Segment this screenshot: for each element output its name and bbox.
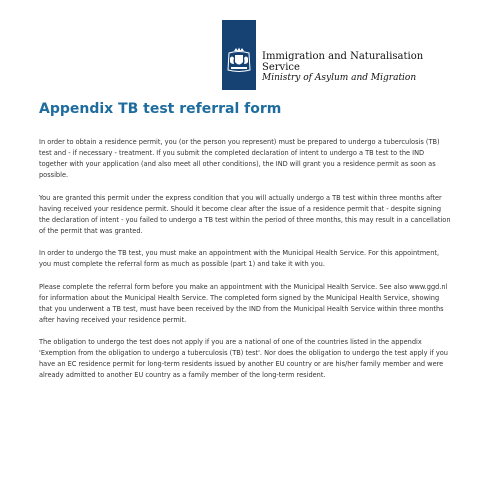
agency-name-line1: Immigration and Naturalisation bbox=[262, 51, 424, 62]
paragraph-residence-permit-requirement: In order to obtain a residence permit, you (or the person you represent) must be prepared to undergo a tuberculosis (TB) test and - if necessary - treatment. If you submit the completed declaration of intent to undergo a TB test to the IND together with your application (and also meet all other conditions), the IND will grant you a residence permit as soon as possible. bbox=[39, 138, 440, 179]
royal-coat-of-arms-icon bbox=[225, 46, 253, 74]
document-body bbox=[39, 137, 451, 393]
agency-name bbox=[262, 51, 423, 84]
document-header bbox=[0, 0, 480, 100]
paragraph-referral-form: Please complete the referral form before you make an appointment with the Municipal Health Service. See also www.ggd.nl for information about the Municipal Health Service. The completed form signed by the Municipal Health Service, showing that you underwent a TB test, must have been received by the IND from the Municipal Health Service within three months after having received your residence permit. bbox=[39, 282, 448, 324]
agency-name-line2: Service bbox=[262, 62, 300, 73]
government-logo bbox=[222, 20, 256, 90]
ministry-name: Ministry of Asylum and Migration bbox=[262, 73, 417, 83]
paragraph-permit-condition: You are granted this permit under the express condition that you will actually undergo a TB test within three months after having received your residence permit. Should it become clear after the issue of a residence permit that - despite signing the declaration of intent - you failed to undergo a TB test within the period of three months, this may result in a cancellation of the permit that was granted. bbox=[39, 193, 451, 235]
page-title: Appendix TB test referral form bbox=[39, 101, 282, 117]
paragraph-appointment: In order to undergo the TB test, you must make an appointment with the Municipal Health Service. For this appointment, you must complete the referral form as much as possible (part 1) and take it with you. bbox=[39, 249, 440, 268]
paragraph-exemption: The obligation to undergo the test does not apply if you are a national of one of the countries listed in the appendix 'Exemption from the obligation to undergo a tuberculosis (TB) test'. Nor does the obligation to undergo the test apply if you have an EC residence permit for long-term residents issued by another EU country or are his/her family member and were already admitted to another EU country as a family member of the long-term resident. bbox=[39, 338, 448, 379]
